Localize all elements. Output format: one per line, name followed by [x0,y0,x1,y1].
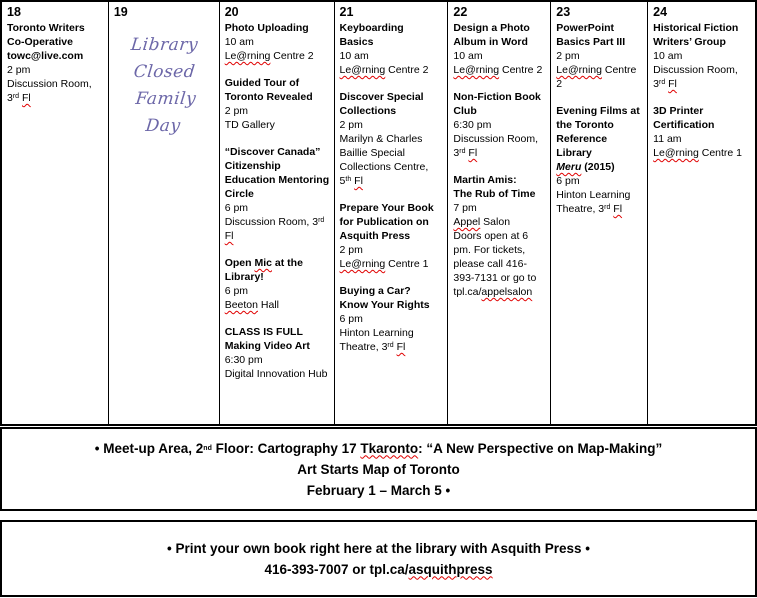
event-detail: Discussion Room, 3rd Fl [224,216,325,242]
event-detail: 2 pm [7,64,31,76]
event-detail: Discussion Room, 3rd Fl [653,64,738,90]
banner-line: • Meet-up Area, 2nd Floor: Cartography 17 Tkaronto: “A New Perspective on Map-Making” [94,440,663,456]
event-entry [340,21,438,77]
event-title: Buying a Car? Know Your Rights [339,285,430,311]
event-entry [340,90,438,188]
event-title: 3D Printer Certification [653,105,715,131]
event-title: Open Mic at the Library! [224,257,303,283]
event-detail: 2 pm [556,50,580,62]
event-entry [7,21,104,105]
event-detail: Hinton Learning Theatre, 3rd Fl [339,327,414,353]
event-detail: TD Gallery [224,119,275,131]
event-entry [225,145,330,243]
event-title: Keyboarding Basics [339,22,404,48]
closed-note-line: Family Day [134,89,197,136]
event-entry [556,104,643,216]
event-title: “Discover Canada” Citizenship Education Mentoring Circle [224,146,330,200]
event-title: PowerPoint Basics Part III [556,22,626,48]
day-cell-22 [448,2,551,424]
event-detail: 6 pm [556,175,580,187]
day-number: 20 [224,5,239,19]
event-title: Discover Special Collections [339,91,424,117]
event-entry [653,104,751,160]
event-detail: 6 pm [224,285,249,297]
event-title: Evening Films at the Toronto Reference Library [556,105,640,159]
event-detail: Beeton Hall [224,299,279,311]
day-cell-19 [109,2,220,424]
event-entry [556,21,643,91]
event-detail: Discussion Room, 3rd Fl [7,78,92,104]
day-number: 24 [653,5,668,19]
event-entry [340,201,438,271]
event-title: Making Video Art [224,340,310,352]
event-detail: 10 am [224,36,254,48]
event-detail: 10 am [453,50,483,62]
event-title: Photo Uploading [224,22,309,34]
event-entry [453,21,546,77]
event-detail: Digital Innovation Hub [224,368,328,380]
event-detail: Le@rning Centre 2 [339,64,429,76]
event-detail: Discussion Room, 3rd Fl [453,133,539,159]
closed-note-line: Library [129,35,199,55]
event-entry [225,256,330,312]
event-detail: 2 pm [224,105,249,117]
event-detail: 6 pm [339,313,363,325]
event-detail: 2 pm [339,244,363,256]
event-title: Meru (2015) [556,161,615,173]
event-detail: 6 pm [224,202,249,214]
event-title: Prepare Your Book for Publication on Asquith Press [339,202,434,242]
event-detail: Hinton Learning Theatre, 3rd Fl [556,189,631,215]
day-cell-24 [648,2,755,424]
day-number: 23 [556,5,571,19]
day-cell-23 [551,2,648,424]
event-title: CLASS IS FULL [224,326,303,338]
event-detail: 11 am [653,133,682,145]
meetup-area-banner [0,427,757,511]
event-detail: Le@rning Centre 2 [453,64,543,76]
event-detail: 10 am [653,50,683,62]
day-cell-20 [220,2,335,424]
day-cell-21 [335,2,449,424]
event-title: The Rub of Time [453,188,536,200]
banner-line: Art Starts Map of Toronto [297,461,460,477]
event-detail: Marilyn & Charles Baillie Special Collections Centre, 5th Fl [339,133,429,187]
event-detail: Appel Salon [453,216,511,228]
event-entry [225,21,330,63]
asquith-press-banner [0,520,757,597]
day-cell-18 [2,2,109,424]
banner-line: • Print your own book right here at the library with Asquith Press • [166,540,590,556]
event-detail: 6:30 pm [453,119,492,131]
event-detail: Le@rning Centre 1 [653,147,743,159]
event-detail: 2 pm [339,119,363,131]
banner-line: 416-393-7007 or tpl.ca/asquithpress [264,561,493,577]
event-entry [225,325,330,381]
day-number: 22 [453,5,468,19]
event-entry [453,173,546,299]
day-number: 21 [339,5,354,19]
event-detail: Le@rning Centre 2 [556,64,637,90]
event-entry [340,284,438,354]
event-detail: Le@rning Centre 1 [339,258,429,270]
event-detail: 10 am [339,50,369,62]
event-detail: Doors open at 6 pm. For tickets, please call 416-393-7131 or go to tpl.ca/appelsalon [453,230,537,298]
banner-line: February 1 – March 5 • [306,482,451,498]
event-entry [453,90,546,160]
event-detail: 6:30 pm [224,354,263,366]
event-detail: Le@rning Centre 2 [224,50,314,62]
event-title: Design a Photo Album in Word [453,22,530,48]
day-number: 18 [7,5,21,19]
event-title: Martin Amis: [453,174,517,186]
event-title: Guided Tour of Toronto Revealed [224,77,313,103]
event-entry [225,76,330,132]
event-detail: 7 pm [453,202,477,214]
event-title: Non-Fiction Book Club [453,91,541,117]
day-number: 19 [113,5,128,19]
event-title: Toronto Writers Co-Operative towc@live.com [7,22,85,62]
closed-note-line: Closed [132,62,197,82]
library-closed-note [114,32,215,140]
event-entry [653,21,751,91]
event-title: Historical Fiction Writers’ Group [653,22,739,48]
